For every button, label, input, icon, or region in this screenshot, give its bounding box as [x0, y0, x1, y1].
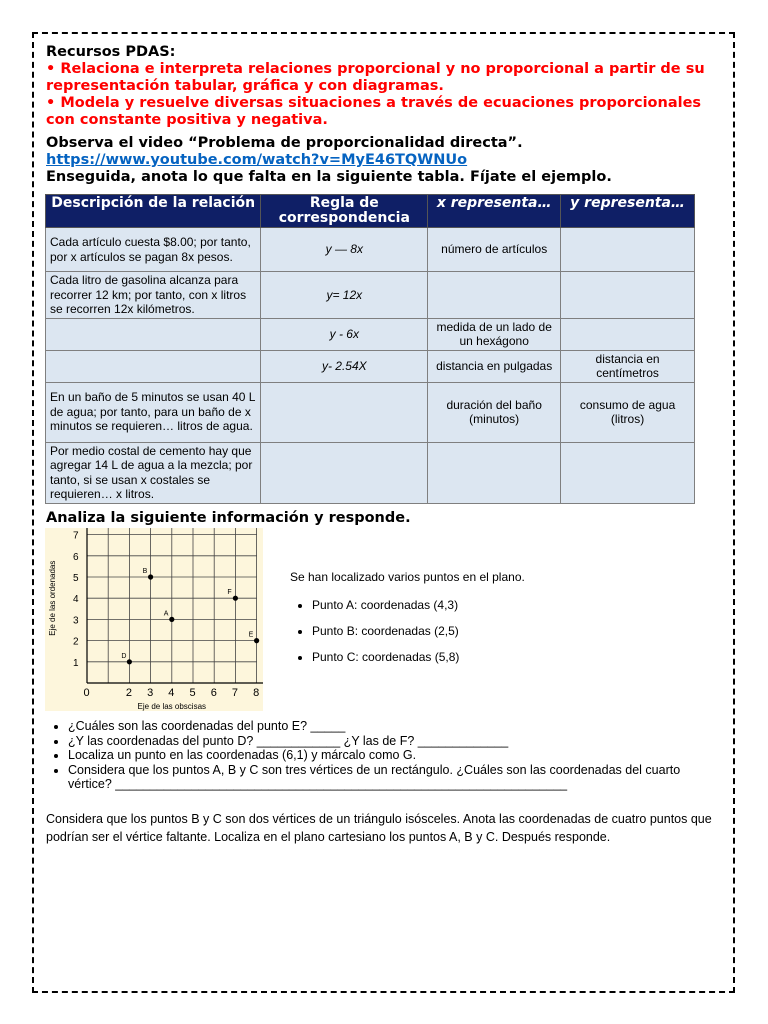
y-axis-label: Eje de las ordenadas	[48, 560, 57, 636]
cell-rule: y - 6x	[261, 318, 428, 350]
cell-description[interactable]	[46, 318, 261, 350]
table-row	[46, 318, 695, 350]
cell-x: distancia en pulgadas	[428, 350, 561, 382]
x-axis-label: Eje de las obscisas	[137, 702, 207, 711]
header-x: x representa…	[428, 195, 561, 228]
x-tick-label: 2	[125, 687, 133, 699]
table-header-row	[46, 195, 695, 228]
table-row	[46, 272, 695, 319]
pdas-bullet-2: • Modela y resuelve diversas situaciones a través de ecuaciones proporcionales con constante positiva y negativa.	[46, 95, 702, 128]
observe-video-text: Observa el video “Problema de proporcionalidad directa”.	[46, 135, 523, 151]
point-a-info: • Punto A: coordenadas (4,3)	[312, 598, 525, 612]
final-paragraph: Considera que los puntos B y C son dos vértices de un triángulo isósceles. Anota las coordenadas de cuatro puntos que podrían ser el vértice faltante. Localiza en el plano cartesiano los puntos A, B y C. Después responde.	[46, 812, 712, 844]
cell-x: número de artículos	[428, 228, 561, 272]
question-g: • Localiza un punto en las coordenadas (6,1) y márcalo como G.	[68, 748, 711, 763]
pdas-bullet-1: • Relaciona e interpreta relaciones proporcional y no proporcional a partir de su representación tabular, gráfica y con diagramas.	[46, 61, 705, 94]
cell-y[interactable]	[561, 228, 695, 272]
point-label-f: F	[227, 589, 232, 597]
points-info	[290, 570, 525, 676]
x-tick-label: 0	[83, 687, 90, 699]
cartesian-plane-figure	[45, 528, 263, 711]
x-tick-label: 7	[231, 687, 239, 699]
cell-y[interactable]	[561, 442, 695, 503]
header-description: Descripción de la relación	[46, 195, 261, 228]
cell-y: consumo de agua (litros)	[561, 382, 695, 442]
point-e	[254, 638, 259, 643]
proportionality-table	[45, 194, 695, 504]
cell-y[interactable]	[561, 272, 695, 319]
resources-title: Recursos PDAS:	[46, 44, 176, 60]
cell-y: distancia en centímetros	[561, 350, 695, 382]
point-d	[127, 659, 132, 664]
cartesian-plane-svg	[45, 528, 263, 711]
y-tick-label: 6	[73, 551, 79, 563]
question-rectangle: • Considera que los puntos A, B y C son tres vértices de un rectángulo. ¿Cuáles son las coordenadas del cuarto vértice? _________________________________________________________________	[68, 763, 711, 792]
cell-y[interactable]	[561, 318, 695, 350]
x-tick-label: 8	[253, 687, 260, 699]
x-tick-label: 6	[210, 687, 217, 699]
point-f	[233, 596, 238, 601]
table-row	[46, 228, 695, 272]
x-tick-label: 3	[147, 687, 154, 699]
header-section	[46, 44, 706, 186]
table-row	[46, 442, 695, 503]
y-tick-label: 7	[73, 530, 79, 542]
point-label-d: D	[121, 652, 127, 660]
y-tick-label: 3	[73, 615, 79, 627]
cell-description: Cada litro de gasolina alcanza para recorrer 12 km; por tanto, con x litros se recorren 12x kilómetros.	[46, 272, 261, 319]
y-tick-label: 4	[73, 594, 79, 606]
table-row	[46, 382, 695, 442]
cell-rule[interactable]	[261, 382, 428, 442]
point-a	[169, 617, 174, 622]
table-instruction: Enseguida, anota lo que falta en la siguiente tabla. Fíjate el ejemplo.	[46, 169, 612, 185]
cell-rule: y= 12x	[261, 272, 428, 319]
cell-description[interactable]	[46, 350, 261, 382]
cell-rule: y — 8x	[261, 228, 428, 272]
y-tick-label: 5	[73, 573, 79, 584]
header-rule: Regla de correspondencia	[261, 195, 428, 228]
cell-x: medida de un lado de un hexágono	[428, 318, 561, 350]
cell-description: Por medio costal de cemento hay que agregar 14 L de agua a la mezcla; por tanto, si se usan x costales se requieren… x litros.	[46, 442, 261, 503]
cell-x: duración del baño (minutos)	[428, 382, 561, 442]
point-c-info: • Punto C: coordenadas (5,8)	[312, 650, 525, 664]
questions-list	[46, 719, 711, 792]
x-tick-label: 5	[189, 687, 196, 699]
cell-rule[interactable]	[261, 442, 428, 503]
points-intro: Se han localizado varios puntos en el plano.	[290, 570, 525, 584]
point-b-info: • Punto B: coordenadas (2,5)	[312, 624, 525, 638]
question-e: • ¿Cuáles son las coordenadas del punto E? _____	[68, 719, 711, 734]
analyze-title: Analiza la siguiente información y responde.	[46, 510, 411, 526]
youtube-link[interactable]: https://www.youtube.com/watch?v=MyE46TQWNUo	[46, 152, 468, 168]
cell-description: En un baño de 5 minutos se usan 40 L de agua; por tanto, para un baño de x minutos se requieren… litros de agua.	[46, 382, 261, 442]
table-row	[46, 350, 695, 382]
point-b	[148, 574, 153, 579]
y-tick-label: 2	[73, 636, 79, 648]
question-d-f: • ¿Y las coordenadas del punto D? ____________ ¿Y las de F? _____________	[68, 734, 711, 749]
point-label-b: B	[142, 568, 148, 575]
cell-x[interactable]	[428, 442, 561, 503]
x-tick-label: 4	[168, 687, 175, 699]
point-label-a: A	[163, 610, 169, 618]
cell-rule: y- 2.54X	[261, 350, 428, 382]
cell-x[interactable]	[428, 272, 561, 319]
cell-description: Cada artículo cuesta $8.00; por tanto, por x artículos se pagan 8x pesos.	[46, 228, 261, 272]
point-label-e: E	[248, 631, 254, 639]
header-y: y representa…	[561, 195, 695, 228]
y-tick-label: 1	[73, 657, 79, 669]
